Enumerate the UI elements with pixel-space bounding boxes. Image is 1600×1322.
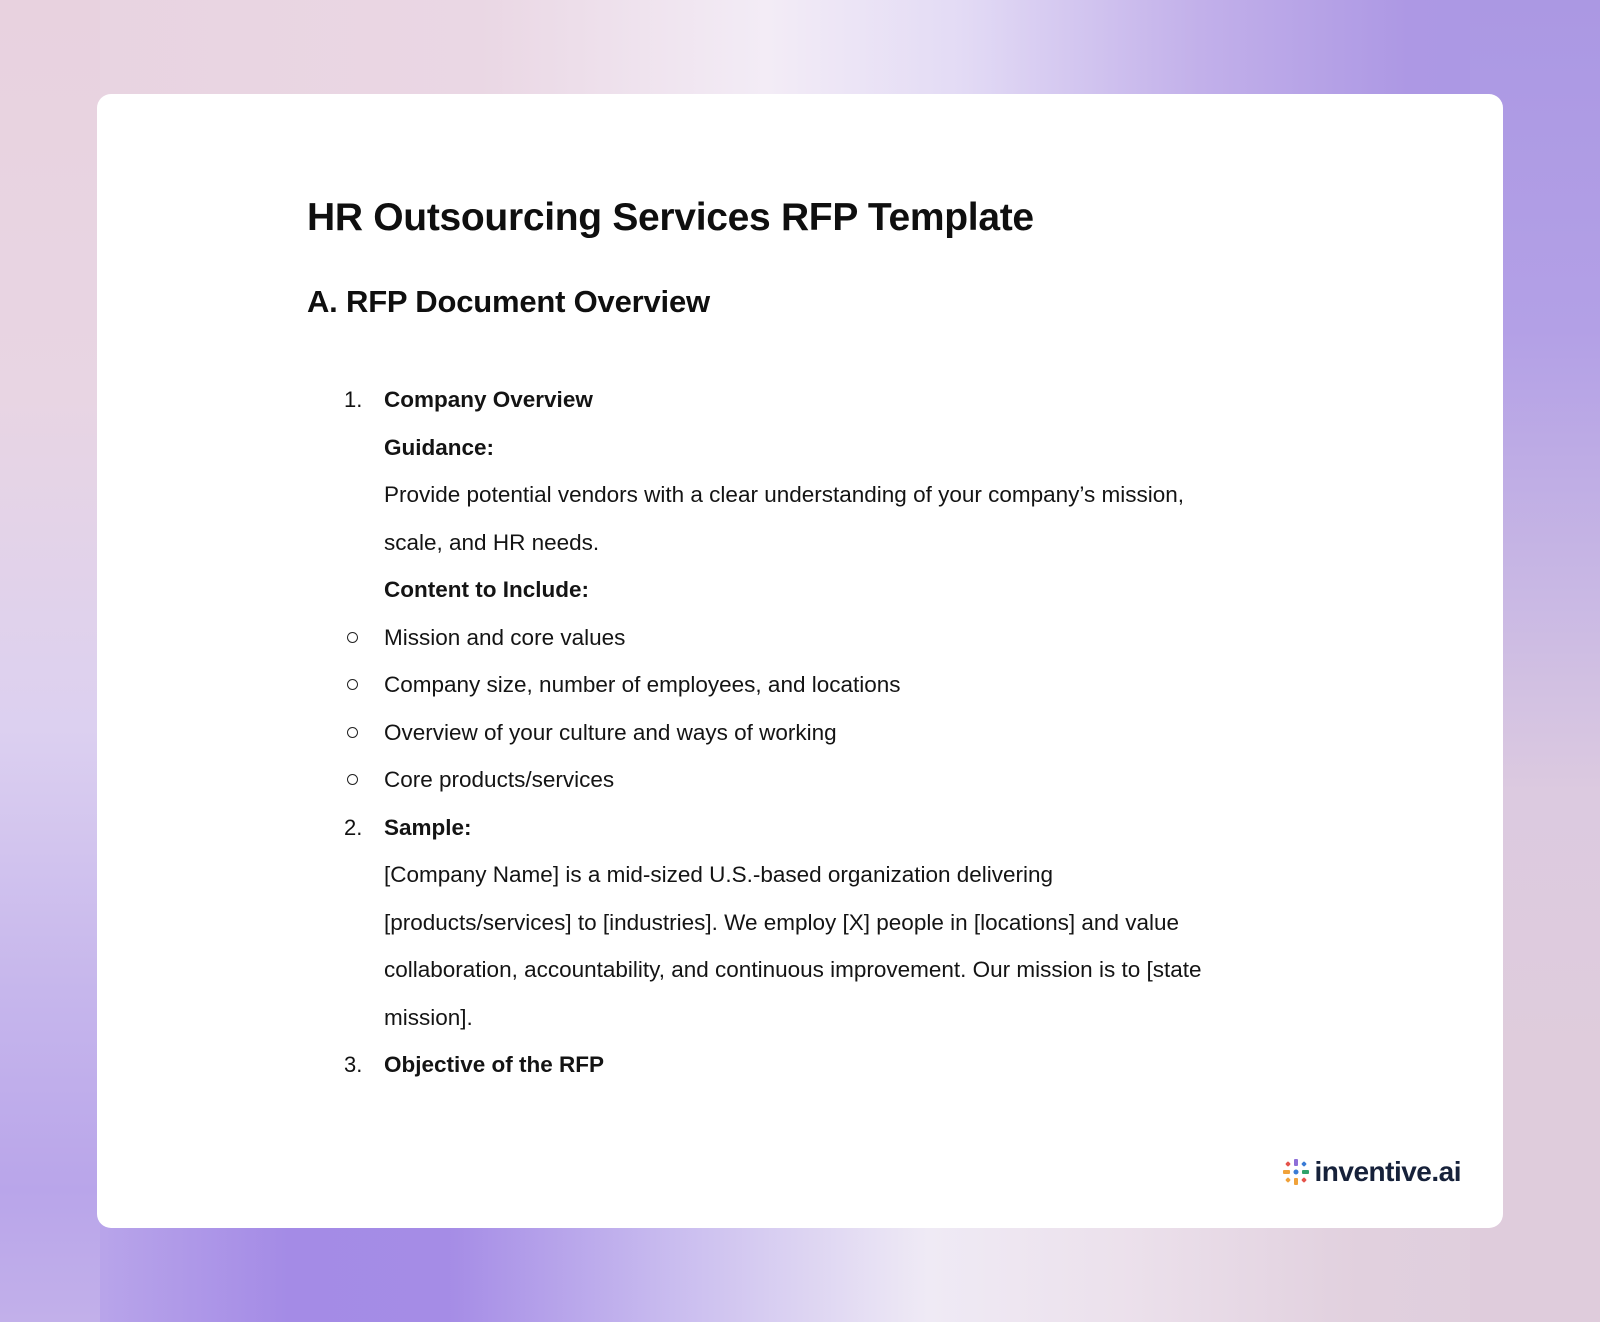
section-title: A. RFP Document Overview [307, 284, 710, 319]
list-number: 3. [344, 1052, 363, 1077]
brand-logo [1282, 1156, 1461, 1188]
document-title: HR Outsourcing Services RFP Template [307, 196, 1034, 239]
bullet-text: Overview of your culture and ways of working [384, 719, 837, 745]
content-label: Content to Include: [384, 577, 589, 602]
bullet-list [307, 614, 1307, 804]
hollow-circle-bullet-icon [347, 679, 358, 690]
bullet-item [307, 661, 1307, 709]
list-item-company-overview [307, 376, 1307, 614]
sample-text: mission]. [384, 1004, 473, 1030]
sample-text: collaboration, accountability, and continuous improvement. Our mission is to [state [384, 957, 1202, 982]
document-body [307, 194, 1307, 1089]
bullet-item [307, 756, 1307, 804]
hollow-circle-bullet-icon [347, 774, 358, 785]
bullet-text: Company size, number of employees, and locations [384, 672, 901, 697]
item-heading: Objective of the RFP [384, 1052, 605, 1077]
sample-text: [Company Name] is a mid-sized U.S.-based organization delivering [384, 862, 1054, 887]
bullet-text: Mission and core values [384, 624, 626, 650]
sample-text: [products/services] to [industries]. We employ [X] people in [locations] and value [384, 909, 1179, 935]
list-number: 2. [344, 814, 363, 840]
bullet-item [307, 709, 1307, 757]
bullet-text: Core products/services [384, 767, 615, 792]
bullet-item [307, 614, 1307, 662]
document-card [97, 94, 1503, 1228]
guidance-label: Guidance: [384, 434, 495, 460]
list-item-objective [307, 1041, 1307, 1089]
hollow-circle-bullet-icon [347, 727, 358, 738]
hollow-circle-bullet-icon [347, 632, 358, 643]
guidance-text: scale, and HR needs. [384, 529, 600, 555]
item-heading: Company Overview [384, 387, 593, 412]
item-heading: Sample: [384, 814, 472, 840]
list-item-sample [307, 804, 1307, 1042]
guidance-text: Provide potential vendors with a clear understanding of your company’s mission, [384, 482, 1185, 507]
inventive-logo-icon [1282, 1158, 1310, 1186]
list-number: 1. [344, 387, 363, 412]
numbered-list [307, 376, 1307, 1089]
brand-name: inventive.ai [1314, 1156, 1461, 1187]
